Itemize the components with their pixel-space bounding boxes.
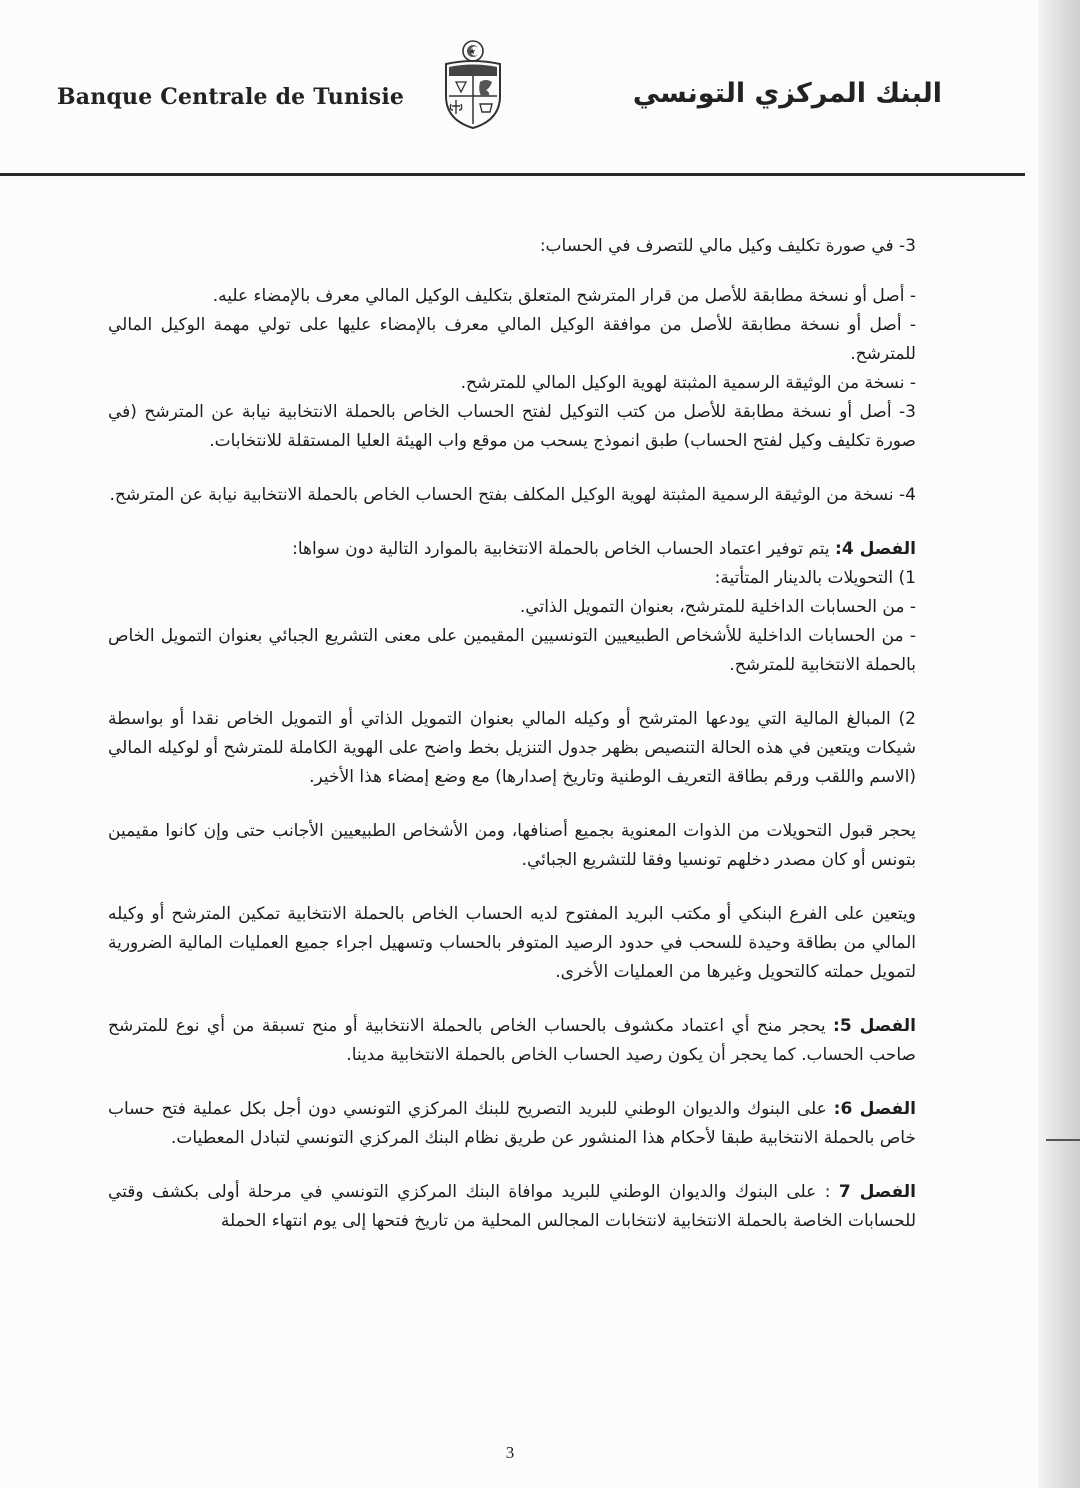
tunisia-coat-of-arms-icon	[440, 38, 506, 130]
list-item: - نسخة من الوثيقة الرسمية المثبتة لهوية الوكيل المالي للمترشح.	[460, 373, 916, 393]
article-6-text: على البنوك والديوان الوطني للبريد التصريح للبنك المركزي التونسي دون أجل بكل عملية فتح حساب خاص بالحملة الانتخابية طبقا لأحكام هذا المنشور عن طريق نظام البنك المركزي التونسي لتبادل المعطيات.	[108, 1099, 916, 1148]
list-item: - أصل أو نسخة مطابقة للأصل من موافقة الوكيل المالي معرف بالإمضاء عليها على تولي مهمة الوكيل المالي للمترشح.	[108, 315, 916, 364]
article-6-label: الفصل 6:	[833, 1099, 916, 1119]
list-item: - من الحسابات الداخلية للأشخاص الطبيعيين التونسيين المقيمين على معنى التشريع الجبائي بعنوان التمويل الخاص بالحملة الانتخابية للمترشح.	[108, 626, 916, 675]
article-5	[108, 1012, 916, 1070]
list-item: 1) التحويلات بالدينار المتأتية:	[714, 568, 916, 588]
paragraph-section-3-heading: 3- في صورة تكليف وكيل مالي للتصرف في الحساب:	[539, 236, 916, 256]
article-5-text: يحجر منح أي اعتماد مكشوف بالحساب الخاص بالحملة الانتخابية أو منح تسبقة من أي نوع للمترشح صاحب الحساب. كما يحجر أن يكون رصيد الحساب الخاص بالحملة الانتخابية مدينا.	[108, 1016, 916, 1065]
list-item: - أصل أو نسخة مطابقة للأصل من قرار المترشح المتعلق بتكليف الوكيل المالي معرف بالإمضاء عليه.	[212, 286, 916, 306]
document-body	[108, 232, 916, 1236]
article-4	[108, 535, 916, 564]
list-item: 3- أصل أو نسخة مطابقة للأصل من كتب التوكيل لفتح الحساب الخاص بالحملة الانتخابية نيابة عن المترشح (في صورة تكليف وكيل لفتح الحساب) طبق انموذج يسحب من موقع واب الهيئة العليا المستقلة للانتخابات.	[108, 402, 916, 451]
page-edge-shadow	[1038, 0, 1080, 1488]
paragraph-transfer-prohibition: يحجر قبول التحويلات من الذوات المعنوية بجميع أصنافها، ومن الأشخاص الطبيعيين الأجانب حتى وإن كانوا مقيمين بتونس أو كان مصدر دخلهم تونسيا وفقا للتشريع الجبائي.	[108, 821, 916, 870]
article-4-intro: يتم توفير اعتماد الحساب الخاص بالحملة الانتخابية بالموارد التالية دون سواها:	[292, 539, 836, 559]
article-6	[108, 1095, 916, 1153]
header-title-arabic: البنك المركزي التونسي	[632, 78, 942, 109]
page-number: 3	[505, 1443, 515, 1462]
margin-mark	[1046, 1139, 1080, 1141]
article-4-label: الفصل 4:	[835, 539, 916, 559]
article-7-text: : على البنوك والديوان الوطني للبريد موافاة البنك المركزي التونسي في مرحلة أولى بكشف وقتي للحسابات الخاصة بالحملة الانتخابية لانتخابات المجالس المحلية من تاريخ فتحها إلى يوم انتهاء الحملة	[108, 1182, 916, 1231]
article-7	[108, 1178, 916, 1236]
header-title-french: Banque Centrale de Tunisie	[57, 84, 405, 110]
header-rule	[0, 173, 1025, 176]
list-item: - من الحسابات الداخلية للمترشح، بعنوان التمويل الذاتي.	[519, 597, 916, 617]
paragraph-branch-obligations: ويتعين على الفرع البنكي أو مكتب البريد المفتوح لديه الحساب الخاص بالحملة الانتخابية تمكين المترشح أو وكيله المالي من بطاقة وحيدة للسحب في حدود الرصيد المتوفر بالحساب وتسهيل اجراء جميع العمليات المالية الضرورية لتمويل حملته كالتحويل وغيرها من العمليات الأخرى.	[108, 904, 916, 982]
article-7-label: الفصل 7	[838, 1182, 916, 1202]
article-5-label: الفصل 5:	[833, 1016, 916, 1036]
paragraph-item-4: 4- نسخة من الوثيقة الرسمية المثبتة لهوية الوكيل المكلف بفتح الحساب الخاص بالحملة الانتخابية نيابة عن المترشح.	[109, 485, 916, 505]
article-4-point-2: 2) المبالغ المالية التي يودعها المترشح أو وكيله المالي بعنوان التمويل الذاتي أو التمويل الخاص نقدا أو بواسطة شيكات ويتعين في هذه الحالة التنصيص بظهر جدول التنزيل بخط واضح على الهوية الكاملة للمترشح أو لوكيله المالي (الاسم واللقب ورقم بطاقة التعريف الوطنية وتاريخ إصدارها) مع وضع إمضاء هذا الأخير.	[108, 709, 916, 787]
